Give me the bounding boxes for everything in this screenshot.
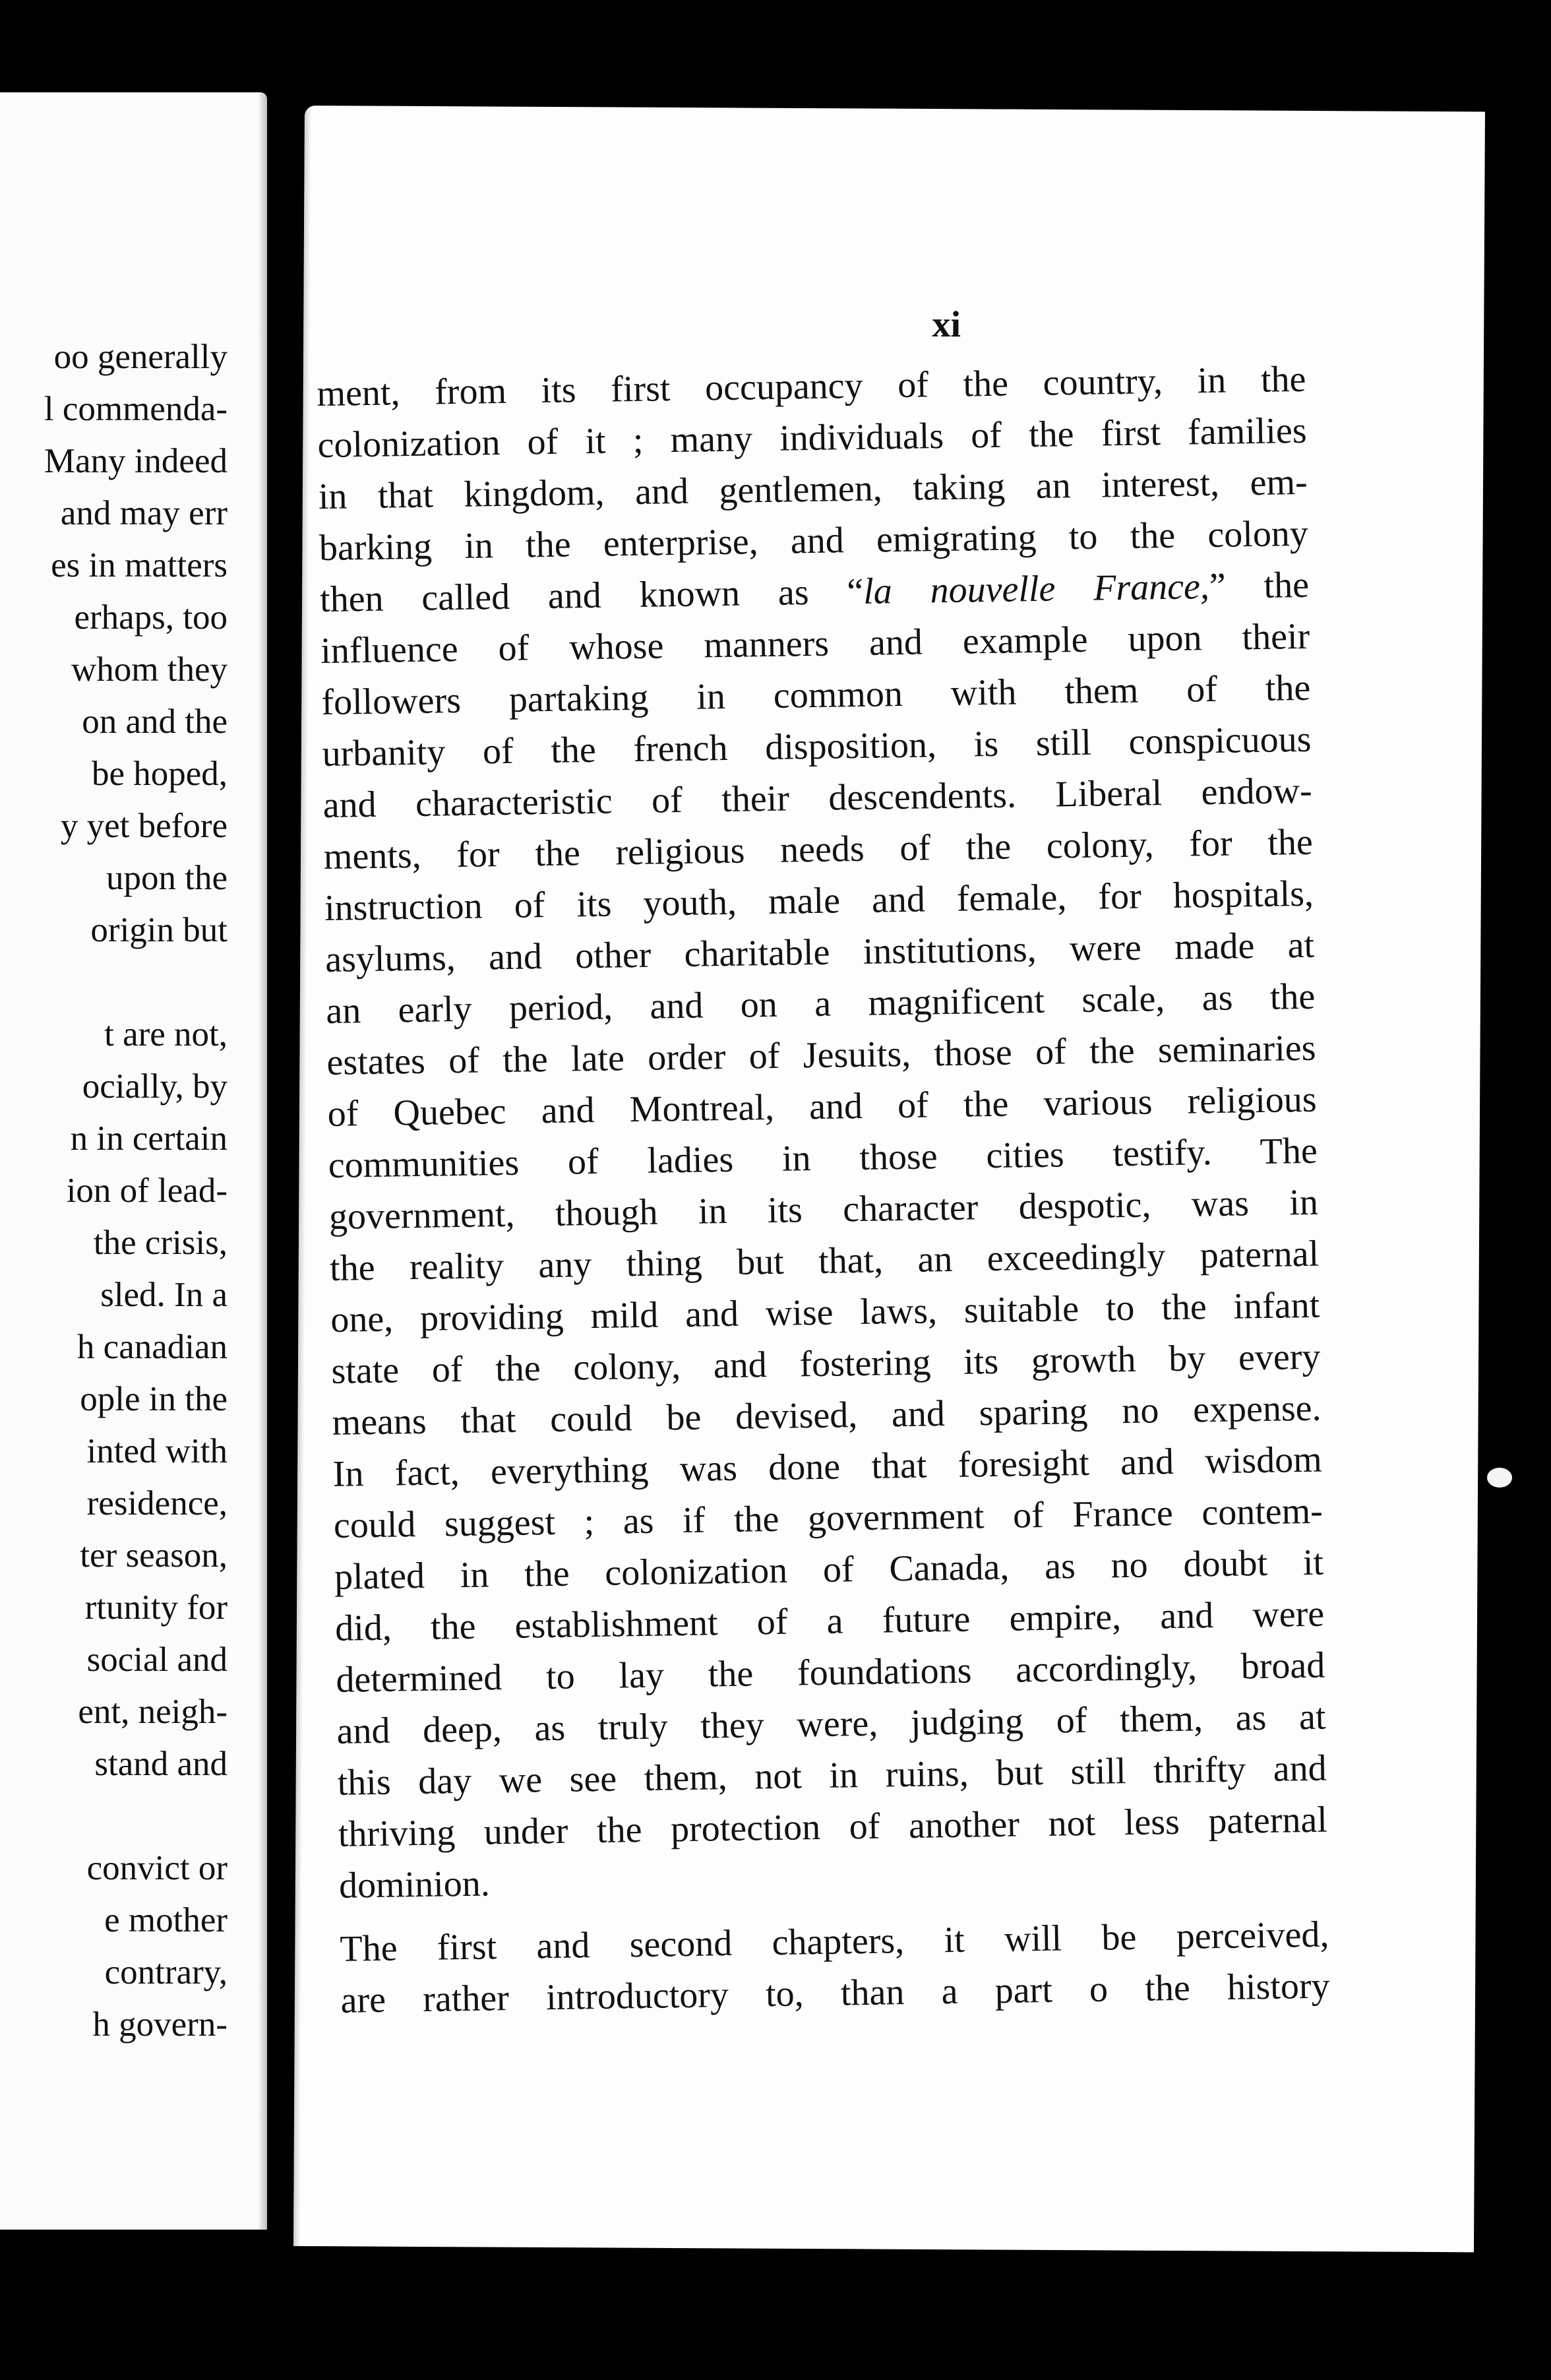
text-line: instruction of its youth, male and female, for hospitals, [324, 873, 1314, 929]
text-line: this day we see them, not in ruins, but still thrifty and [337, 1747, 1327, 1803]
page-gutter-shadow [258, 92, 267, 2230]
text-line: colonization of it ; many individuals of the first families [317, 410, 1307, 466]
text-line: influence of whose manners and example upon their [320, 615, 1310, 672]
text-line: communities of ladies in those cities testify. The [328, 1130, 1318, 1186]
left-page-line: the crisis, [93, 1224, 228, 1262]
left-page-line: h govern- [92, 2005, 228, 2044]
left-page-line: ople in the [80, 1380, 228, 1418]
text-line: and deep, as truly they were, judging of them, as at [336, 1696, 1326, 1752]
text-line: thriving under the protection of another not less paternal [338, 1799, 1328, 1855]
text-line: barking in the enterprise, and emigrating to the colony [319, 513, 1309, 569]
left-page-line: origin but [90, 911, 228, 949]
right-main-page [293, 106, 1485, 2252]
text-line: state of the colony, and fostering its growth by every [331, 1336, 1321, 1392]
left-page-line: Many indeed [44, 442, 228, 480]
text-line: are rather introductory to, than a part o the history [340, 1965, 1330, 2021]
page-number: xi [932, 303, 961, 346]
left-page-text-fragments [0, 331, 228, 2051]
text-line: followers partaking in common with them of the [320, 667, 1311, 724]
left-page-line: stand and [94, 1745, 228, 1783]
left-page-line: inted with [86, 1432, 228, 1470]
left-page-line: rtunity for [84, 1588, 228, 1627]
text-line: dominion. [338, 1863, 491, 1906]
left-page-line: es in matters [51, 546, 228, 584]
left-page-line [0, 956, 228, 1009]
left-page-line: ion of lead- [66, 1172, 228, 1210]
left-page-line: ent, neigh- [78, 1693, 228, 1731]
left-page-line: e mother [104, 1901, 228, 1939]
left-page-line: ocially, by [82, 1067, 228, 1106]
text-line: In fact, everything was done that foresight and wisdom [332, 1439, 1323, 1495]
left-page-line: upon the [106, 859, 228, 897]
text-line: ments, for the religious needs of the colony, for the [323, 821, 1314, 878]
left-page-line: oo generally [53, 338, 228, 376]
text-line: of Quebec and Montreal, and of the various religious [327, 1079, 1317, 1135]
left-page-line: t are not, [104, 1015, 228, 1053]
text-line: asylums, and other charitable institutions, were made at [324, 924, 1315, 980]
text-line: could suggest ; as if the government of France contem- [333, 1490, 1323, 1546]
text-line: the reality any thing but that, an exceedingly paternal [329, 1233, 1320, 1289]
scan-speck [1487, 1468, 1512, 1488]
left-page-line: l commenda- [44, 390, 228, 428]
left-page-line: erhaps, too [74, 598, 228, 637]
left-page-line: contrary, [104, 1953, 228, 1991]
text-line: urbanity of the french disposition, is still conspicuous [322, 718, 1312, 775]
left-page-line: and may err [60, 494, 228, 532]
left-page-line: social and [86, 1641, 228, 1679]
italic-phrase: la nouvelle France, [863, 566, 1210, 612]
text-line: did, the establishment of a future empire, and were [334, 1593, 1325, 1649]
text-line: then called and known as “la nouvelle France,” the [319, 564, 1310, 621]
left-page-line: residence, [86, 1484, 228, 1522]
text-line: government, though in its character despotic, was in [328, 1181, 1319, 1237]
left-page-line: n in certain [70, 1119, 228, 1158]
left-page-line: be hoped, [91, 755, 228, 793]
text-line: ment, from its first occupancy of the country, in the [317, 358, 1306, 415]
left-facing-page [0, 92, 267, 2230]
text-line: estates of the late order of Jesuits, those of the seminaries [326, 1027, 1316, 1083]
text-line: means that could be devised, and sparing no expense. [332, 1387, 1322, 1443]
left-page-line: convict or [86, 1849, 228, 1887]
left-page-line: h canadian [76, 1328, 228, 1366]
text-line: The first and second chapters, it will be perceived, [340, 1914, 1329, 1970]
text-line: plated in the colonization of Canada, as no doubt it [334, 1542, 1324, 1598]
text-line: and characteristic of their descendents. Liberal endow- [322, 770, 1313, 827]
left-page-line: on and the [82, 703, 228, 741]
left-page-line [0, 1790, 228, 1842]
page-edge-shadow [293, 106, 311, 2246]
text-line: an early period, and on a magnificent scale, as the [325, 976, 1316, 1032]
left-page-line: whom they [71, 650, 228, 689]
body-text [317, 354, 1330, 2026]
text-line: one, providing mild and wise laws, suitable to the infant [330, 1284, 1320, 1340]
left-page-line: y yet before [60, 807, 228, 845]
text-line: determined to lay the foundations accordingly, broad [335, 1644, 1325, 1701]
text-line: in that kingdom, and gentlemen, taking an interest, em- [318, 461, 1308, 518]
left-page-line: ter season, [80, 1536, 228, 1575]
left-page-line: sled. In a [100, 1276, 228, 1314]
